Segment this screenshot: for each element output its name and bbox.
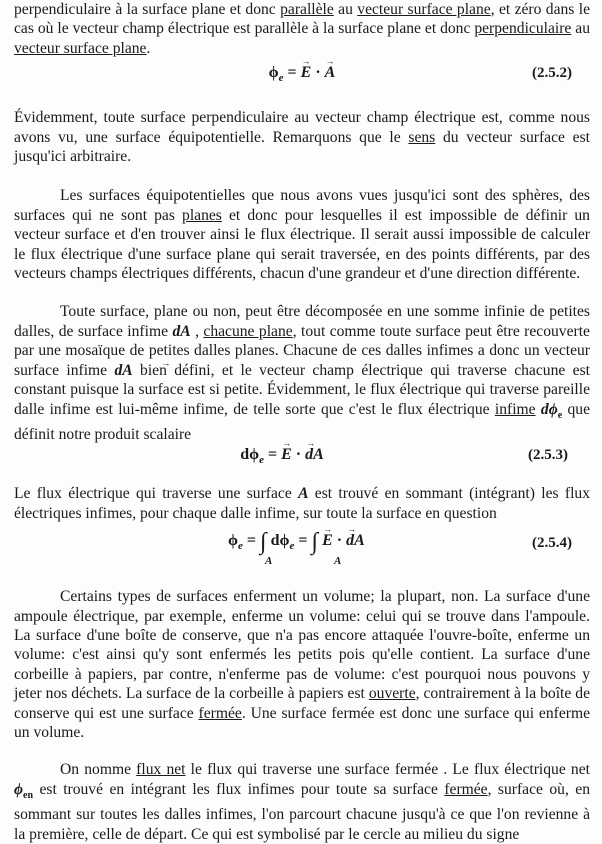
- integral-sign: ∫: [260, 529, 267, 556]
- equation-number: (2.5.3): [528, 447, 568, 464]
- paragraph-7: On nomme flux net le flux qui traverse une surface fermée . Le flux électrique net $\phi_{en}$ est trouvé en intégrant les flux infimes pour toute sa surface fermée, surface où, en sommant sur toutes les dalles infimes, l'on parcourt chacune jusqu'à ce que l'on revienne à la première, celle de départ. Ce qui est symbolisé par le cercle au milieu du signe: [14, 761, 590, 843]
- text: au: [333, 1, 358, 18]
- math-dphi: dϕ: [540, 400, 558, 418]
- underlined-term: planes: [182, 206, 222, 224]
- math-vector-dA: → dA: [114, 362, 132, 379]
- underlined-term: ouverte: [368, 685, 416, 703]
- equation-body: $\phi_e$ = → E · → A: [14, 64, 590, 84]
- text: perpendiculaire à la surface plane et donc: [14, 1, 281, 18]
- underlined-term: flux net: [136, 761, 186, 779]
- math-A: A: [298, 485, 309, 503]
- integral-sign: ∫: [311, 529, 319, 556]
- underlined-term: infime: [494, 400, 536, 418]
- paragraph-6: Certains types de surfaces enferment un volume; la plupart, non. La surface d'une ampoule électrique, par exemple, enferme un volume: celui qui se trouve dans l'ampoule. La surface d'une boîte de conserve, que n'a pas encore attaquée l'ouvre-boîte, enferme un volume: c'est ainsi qu'y sont enfermés les petits pois qu'elle contient. La surface d'une corbeille à papiers, par contre, n'enferme pas de volume: c'est pourquoi nous pouvons y jeter nos déchets. La surface de la corbeille à papiers est ouverte, contrairement à la boîte de conserve qui est une surface fermée. Une surface fermée est donc une surface qui enferme un volume.: [14, 588, 590, 742]
- integral-limit: A: [334, 555, 342, 568]
- equation-2-5-2: [14, 62, 590, 88]
- paragraph-1: [14, 0, 590, 58]
- underlined-term: vecteur surface plane: [14, 39, 147, 57]
- math-dA: dA: [172, 322, 191, 340]
- underlined-term: sens: [408, 128, 436, 146]
- underlined-term: fermée: [198, 704, 242, 722]
- equation-2-5-3: [14, 444, 590, 474]
- underlined-term: vecteur surface plane: [357, 1, 491, 18]
- paragraph-2: Évidemment, toute surface perpendiculaire au vecteur champ électrique est, comme nous avons vu, une surface équipotentielle. Remarquons que le sens du vecteur surface est jusqu'ici arbitraire.: [14, 109, 590, 166]
- paragraph-3: Les surfaces équipotentielles que nous avons vues jusqu'ici sont des sphères, des surfaces qui ne sont pas planes et donc pour lesquelles il est impossible de définir un vecteur surface et d'en trouver ainsi le flux électrique. Il serait aussi impossible de calculer le flux électrique d'une surface plane qui serait traversée, en des points différents, par des vecteurs champs électriques différents, chacun d'une grandeur et d'une direction différente.: [14, 187, 590, 283]
- math-phi: ϕ: [14, 780, 24, 798]
- integral-limit: A: [265, 555, 273, 568]
- underlined-term: parallèle: [280, 1, 334, 18]
- equation-number: (2.5.2): [532, 65, 572, 82]
- equation-number: (2.5.4): [532, 535, 572, 552]
- equation-body: $d\phi_e$ = → E · → dA: [0, 446, 590, 466]
- underlined-term: fermée: [444, 780, 488, 798]
- equation-2-5-4: [14, 523, 590, 569]
- text: .: [146, 39, 151, 57]
- text: , et zéro dans le cas où le vecteur champ électrique est parallèle à la surface plane et donc: [14, 1, 590, 38]
- underlined-term: chacune plane: [203, 322, 293, 340]
- paragraph-5: Le flux électrique qui traverse une surface A est trouvé en sommant (intégrant) les flux électriques infimes, pour chaque dalle infime, sur toute la surface en question: [14, 485, 590, 522]
- text: au: [571, 20, 590, 38]
- underlined-term: perpendiculaire: [474, 20, 572, 38]
- paragraph-4: Toute surface, plane ou non, peut être décomposée en une somme infinie de petites dalles, de surface infime dA , chacune plane, tout comme toute surface peut être recouverte par une mosaïque de petites dalles planes. Chacune de ces dalles infimes a donc un vecteur surface infime → dA bien défini, et le vecteur champ électrique qui traverse chacune est constant puisque la surface est si petite. Évidemment, le flux électrique qui traverse pareille dalle infime est lui-même infime, de telle sorte que c'est le flux électrique infime $d\phi_e$ que définit notre produit scalaire: [14, 302, 590, 444]
- equation-body: $\phi_e$ = ∫ $d\phi_e$ = ∫ → E · → dA: [228, 529, 365, 556]
